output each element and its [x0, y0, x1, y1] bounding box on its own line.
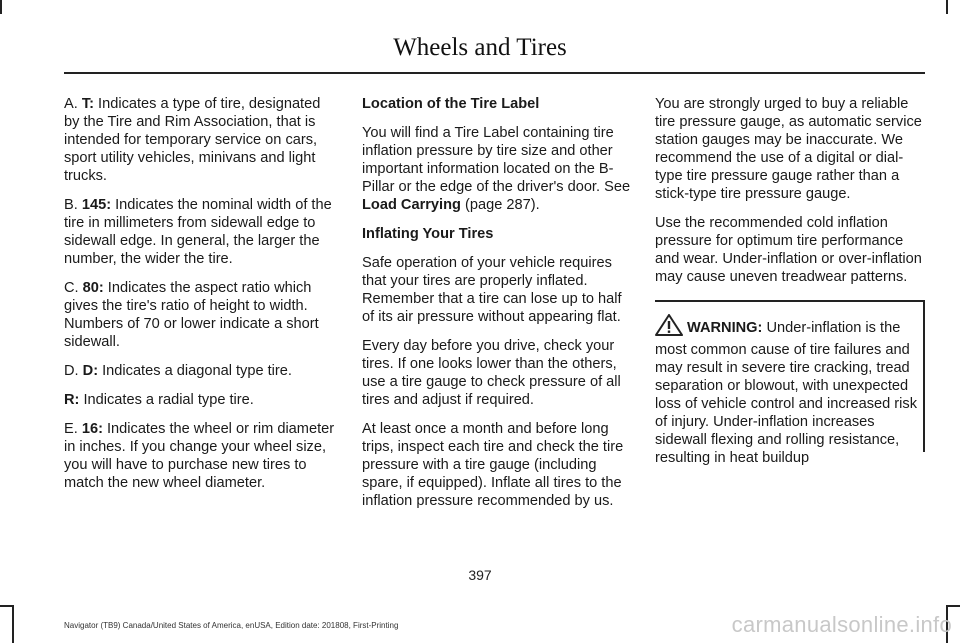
warning-triangle-icon	[655, 314, 683, 341]
item-key: 145:	[81, 197, 112, 213]
cross-reference-link[interactable]: Load Carrying	[362, 197, 461, 213]
tire-code-item	[64, 420, 336, 492]
warning-box	[655, 300, 925, 466]
header-divider	[64, 72, 925, 74]
item-prefix: D.	[64, 363, 83, 379]
watermark: carmanualsonline.info	[731, 612, 952, 637]
item-key: R:	[64, 392, 80, 408]
item-prefix: B.	[64, 197, 82, 213]
item-text: Indicates the wheel or rim diameter in inches. If you change your wheel size, you will have to purchase new tires to match the new wheel diameter.	[64, 421, 335, 491]
page-number: 397	[468, 567, 492, 583]
paragraph-text: (page 287).	[460, 197, 540, 213]
tire-code-item	[64, 391, 336, 409]
paragraph: Use the recommended cold inflation pressure for optimum tire performance and wear. Under-inflation or over-inflation may cause uneven treadwear patterns.	[655, 215, 922, 285]
paragraph-text: You will find a Tire Label containing tire inflation pressure by tire size and other important information located on the B-Pillar or the edge of the driver's door. See	[362, 125, 631, 195]
section-heading: Inflating Your Tires	[362, 226, 494, 242]
warning-text: Under-inflation is the most common cause of tire failures and may result in severe tire cracking, tread separation or blowout, with unexpected loss of vehicle control and increased risk of injury. Under-inflation increases sidewall flexing and rolling resistance, resulting in heat buildup	[655, 320, 918, 466]
paragraph	[362, 124, 634, 214]
paragraph: Every day before you drive, check your tires. If one looks lower than the others, use a tire gauge to check pressure of all tires and adjust if required.	[362, 338, 621, 408]
item-key: 80:	[82, 280, 104, 296]
crop-mark	[0, 0, 2, 14]
item-key: 16:	[81, 421, 103, 437]
tire-code-item	[64, 95, 336, 185]
warning-label: WARNING:	[687, 320, 763, 336]
column-1	[64, 95, 336, 503]
page-title: Wheels and Tires	[393, 34, 567, 61]
item-key: T:	[81, 96, 94, 112]
crop-mark	[946, 0, 948, 14]
item-text: Indicates the aspect ratio which gives the tire's ratio of height to width. Numbers of 70 or lower indicate a short sidewall.	[64, 280, 319, 350]
item-text: Indicates the nominal width of the tire in millimeters from sidewall edge to sidewall edge. In general, the larger the number, the wider the tire.	[64, 197, 332, 267]
item-text: Indicates a diagonal type tire.	[98, 363, 292, 379]
paragraph: You are strongly urged to buy a reliable tire pressure gauge, as automatic service station gauges may be inaccurate. We recommend the use of a digital or dial-type tire pressure gauge rather than a stick-type tire pressure gauge.	[655, 96, 922, 202]
paragraph: Safe operation of your vehicle requires that your tires are properly inflated. Remember that a tire can lose up to half of its air pressure without appearing flat.	[362, 255, 622, 325]
crop-mark	[946, 605, 960, 607]
crop-mark	[12, 605, 14, 643]
edition-info: Navigator (TB9) Canada/United States of America, enUSA, Edition date: 201808, First-Printing	[64, 621, 399, 630]
item-text: Indicates a radial type tire.	[79, 392, 254, 408]
section-heading: Location of the Tire Label	[362, 96, 540, 112]
column-2	[362, 95, 634, 521]
tire-code-item	[64, 362, 336, 380]
item-prefix: C.	[64, 280, 83, 296]
tire-code-item	[64, 196, 336, 268]
tire-code-item	[64, 279, 336, 351]
item-key: D:	[82, 363, 99, 379]
item-text: Indicates a type of tire, designated by the Tire and Rim Association, that is intended for temporary service on cars, sport utility vehicles, minivans and light trucks.	[64, 96, 321, 184]
paragraph: At least once a month and before long trips, inspect each tire and check the tire pressure with a tire gauge (including spare, if equipped). Inflate all tires to the inflation pressure recommended by us.	[362, 421, 624, 509]
item-prefix: E.	[64, 421, 82, 437]
item-prefix: A.	[64, 96, 82, 112]
column-3	[655, 95, 925, 466]
